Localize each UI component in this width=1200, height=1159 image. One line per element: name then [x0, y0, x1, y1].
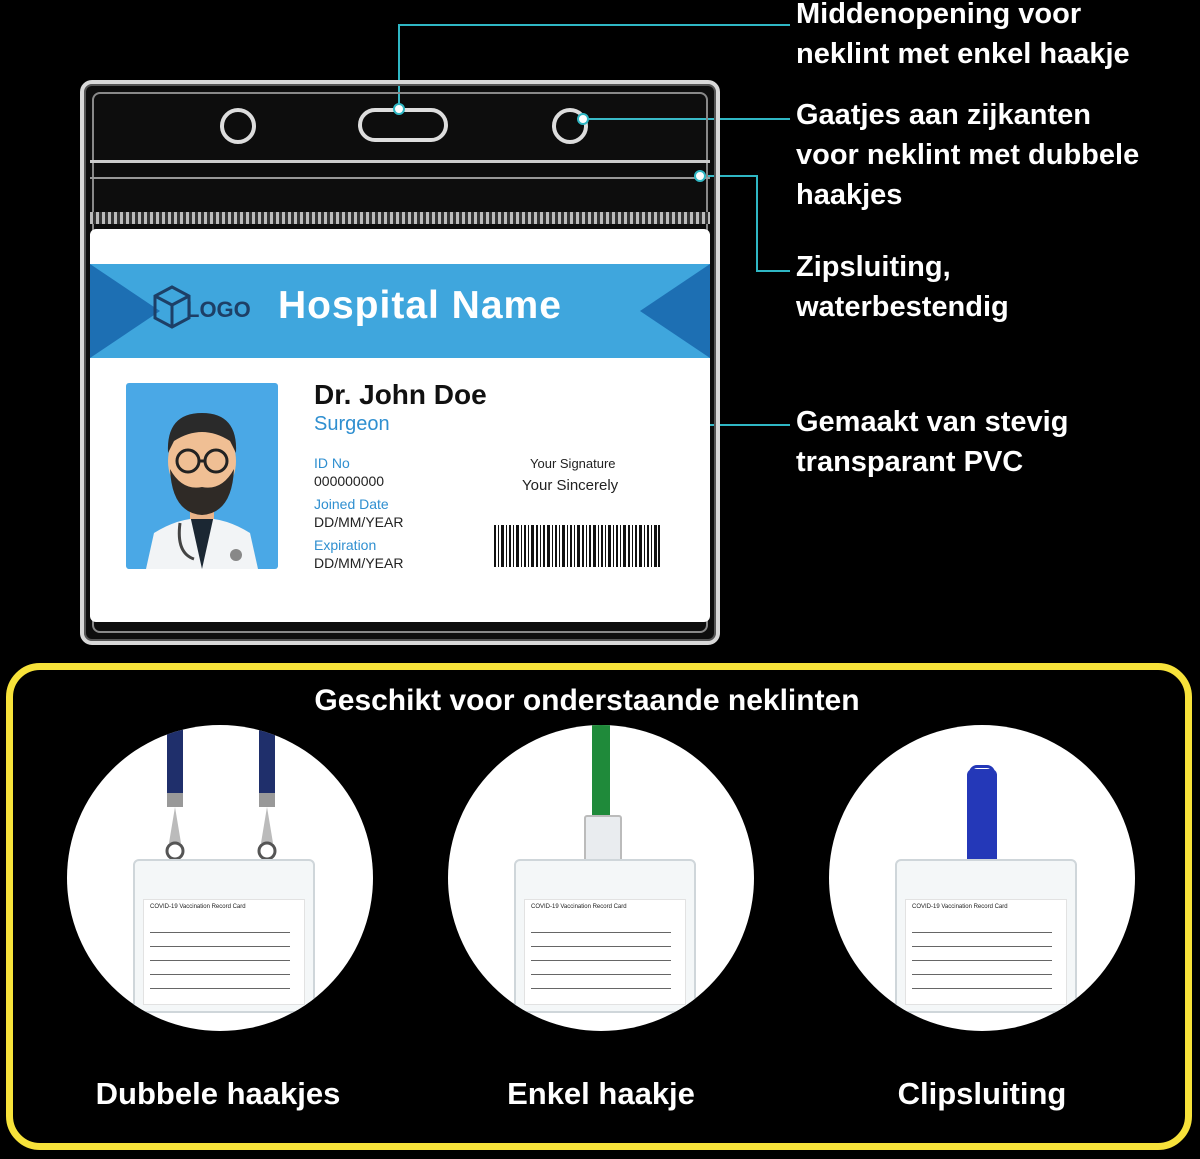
mini-vaccination-card — [143, 899, 305, 1005]
callout-pvc — [796, 402, 1068, 482]
signature-label: Your Signature — [530, 456, 616, 471]
hook-icon — [253, 793, 281, 865]
mini-card-line — [150, 932, 290, 933]
leader-line-zip — [756, 175, 758, 271]
joined-label: Joined Date — [314, 496, 389, 512]
mini-card-title: COVID-19 Vaccination Record Card — [912, 904, 1008, 910]
mini-card-line — [912, 988, 1052, 989]
callout-side-holes — [796, 95, 1139, 215]
callout-dot — [393, 103, 405, 115]
hook-icon — [161, 793, 189, 865]
callout-line: Gemaakt van stevig — [796, 406, 1069, 438]
callout-line: voor neklint met dubbele — [796, 139, 1140, 171]
leader-line-middle — [398, 24, 790, 26]
hospital-name: Hospital Name — [278, 284, 562, 327]
expiration-label: Expiration — [314, 537, 377, 553]
mini-card-line — [531, 988, 671, 989]
callout-dot — [694, 170, 706, 182]
mini-card-line — [531, 946, 671, 947]
panel-title: Geschikt voor onderstaande neklinten — [314, 684, 860, 717]
id-card — [90, 229, 710, 622]
signature-value: Your Sincerely — [522, 477, 619, 494]
logo-text: LOGO — [186, 297, 251, 322]
expiration-value: DD/MM/YEAR — [314, 555, 404, 571]
option-image-single-hook — [448, 725, 754, 1031]
mini-card-line — [150, 974, 290, 975]
banner-decoration-left — [90, 264, 160, 358]
card-banner — [90, 264, 710, 358]
mini-card-line — [912, 960, 1052, 961]
mini-card-line — [531, 974, 671, 975]
callout-zip — [796, 247, 1009, 327]
mini-vaccination-card — [905, 899, 1067, 1005]
doctor-photo — [126, 383, 278, 569]
callout-line: Middenopening voor — [796, 0, 1082, 30]
mini-card-line — [531, 960, 671, 961]
clip-ring — [969, 765, 995, 783]
lanyard-clip — [584, 815, 622, 863]
mini-card-line — [150, 946, 290, 947]
side-hole-left — [220, 108, 256, 144]
option-label-clip: Clipsluiting — [897, 1076, 1067, 1111]
zip-closure — [90, 160, 710, 179]
callout-line: transparant PVC — [796, 446, 1024, 478]
mini-card-title: COVID-19 Vaccination Record Card — [150, 904, 246, 910]
mini-card-line — [150, 988, 290, 989]
leader-line-pvc — [710, 424, 790, 426]
callout-middle-opening — [796, 0, 1130, 74]
mini-badge-holder — [514, 859, 696, 1013]
id-value: 000000000 — [314, 473, 385, 489]
banner-decoration-right — [640, 264, 710, 358]
leader-line-zip — [756, 270, 790, 272]
lanyard-strap-right — [259, 725, 275, 795]
mini-card-line — [150, 960, 290, 961]
joined-value: DD/MM/YEAR — [314, 514, 404, 530]
mini-card-title: COVID-19 Vaccination Record Card — [531, 904, 627, 910]
callout-line: waterbestendig — [796, 291, 1009, 323]
option-label-single-hook: Enkel haakje — [507, 1076, 695, 1111]
mini-card-line — [912, 932, 1052, 933]
id-label: ID No — [314, 455, 350, 471]
zip-teeth — [90, 212, 710, 224]
option-label-double-hooks: Dubbele haakjes — [95, 1076, 341, 1111]
mini-card-line — [531, 932, 671, 933]
barcode — [494, 525, 660, 567]
lanyard-strap-left — [167, 725, 183, 795]
mini-vaccination-card — [524, 899, 686, 1005]
callout-line: Gaatjes aan zijkanten — [796, 99, 1091, 131]
mini-card-line — [912, 974, 1052, 975]
callout-line: haakjes — [796, 179, 903, 211]
option-image-clip — [829, 725, 1135, 1031]
callout-line: neklint met enkel haakje — [796, 38, 1130, 70]
person-role: Surgeon — [314, 413, 390, 435]
callout-dot — [577, 113, 589, 125]
callout-line: Zipsluiting, — [796, 251, 951, 283]
mini-badge-holder — [133, 859, 315, 1013]
person-name: Dr. John Doe — [314, 379, 487, 410]
lanyard-strap — [592, 725, 610, 817]
mini-card-line — [912, 946, 1052, 947]
mini-badge-holder — [895, 859, 1077, 1013]
option-image-double-hooks — [67, 725, 373, 1031]
